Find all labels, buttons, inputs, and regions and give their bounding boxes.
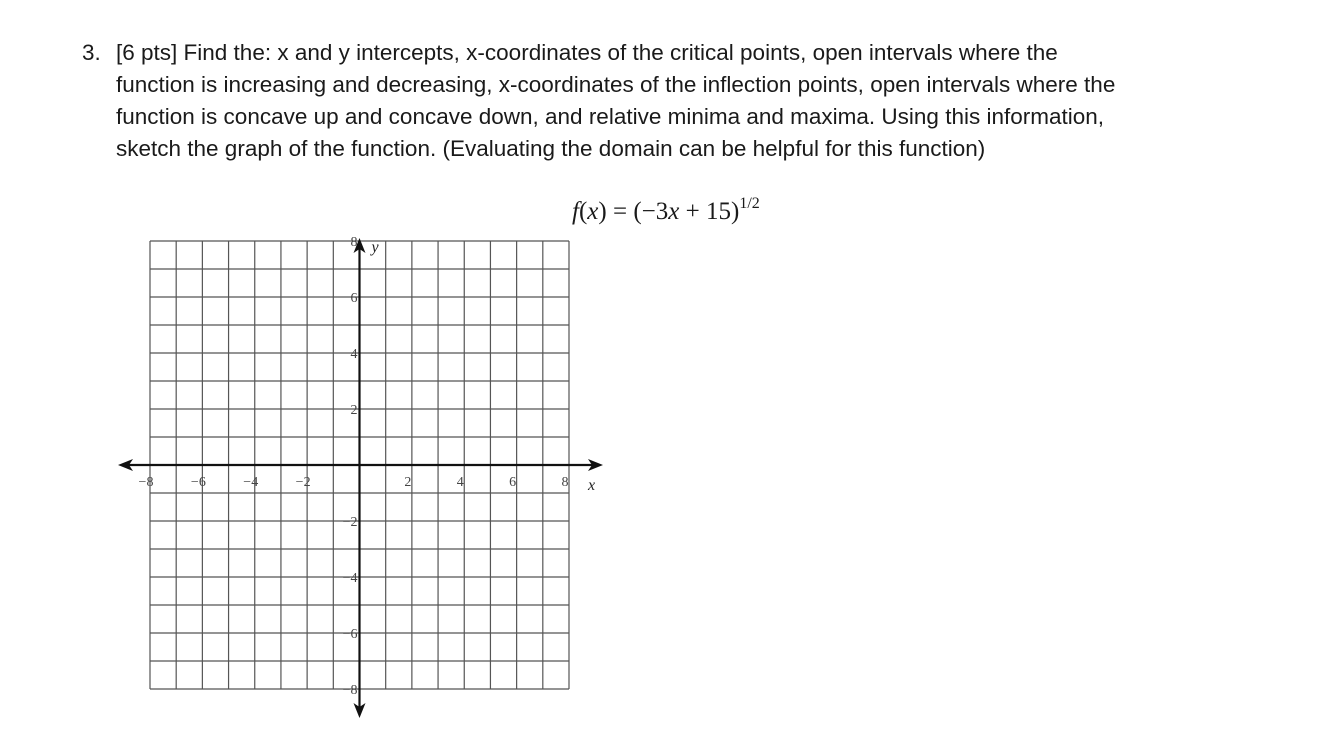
x-tick-label: −6 bbox=[190, 475, 206, 490]
function-variable: x bbox=[587, 198, 599, 225]
equation-exponent: 1/2 bbox=[739, 195, 760, 212]
y-tick-label: 6 bbox=[350, 291, 358, 306]
x-tick-label: 4 bbox=[456, 475, 464, 490]
problem-line: [6 pts] Find the: x and y intercepts, x-coordinates of the critical points, open intervals where the bbox=[116, 40, 1058, 65]
function-equation: $f(x) = (-3x + 15)^{1/2}$ bbox=[572, 195, 760, 225]
equation-variable: x bbox=[668, 198, 680, 225]
x-tick-label: 6 bbox=[509, 475, 517, 490]
y-tick-label: 2 bbox=[350, 403, 358, 418]
x-tick-label: −8 bbox=[138, 475, 154, 490]
problem-line: function is concave up and concave down, and relative minima and maxima. Using this information, bbox=[116, 104, 1105, 129]
equation-tail: + 15) bbox=[679, 198, 740, 225]
tick-labels bbox=[139, 235, 569, 698]
y-tick-label: −2 bbox=[342, 515, 358, 530]
x-tick-label: −2 bbox=[295, 475, 311, 490]
y-tick-label: 8 bbox=[350, 235, 358, 250]
equation-body: (−3 bbox=[633, 198, 669, 225]
x-tick-label: 8 bbox=[561, 475, 569, 490]
problem-number: 3. bbox=[82, 40, 101, 65]
y-axis-label: y bbox=[371, 239, 379, 256]
x-axis-label: x bbox=[588, 477, 596, 494]
problem-line: sketch the graph of the function. (Evaluating the domain can be helpful for this function) bbox=[116, 136, 986, 161]
y-tick-label: −6 bbox=[342, 627, 358, 642]
function-name: f bbox=[572, 198, 579, 225]
x-tick-label: −4 bbox=[243, 475, 259, 490]
x-tick-label: 2 bbox=[404, 475, 412, 490]
y-tick-label: −4 bbox=[342, 571, 358, 586]
y-tick-label: 4 bbox=[350, 347, 358, 362]
problem-line: function is increasing and decreasing, x-coordinates of the inflection points, open intervals where the bbox=[116, 72, 1116, 97]
y-tick-label: −8 bbox=[342, 683, 358, 698]
